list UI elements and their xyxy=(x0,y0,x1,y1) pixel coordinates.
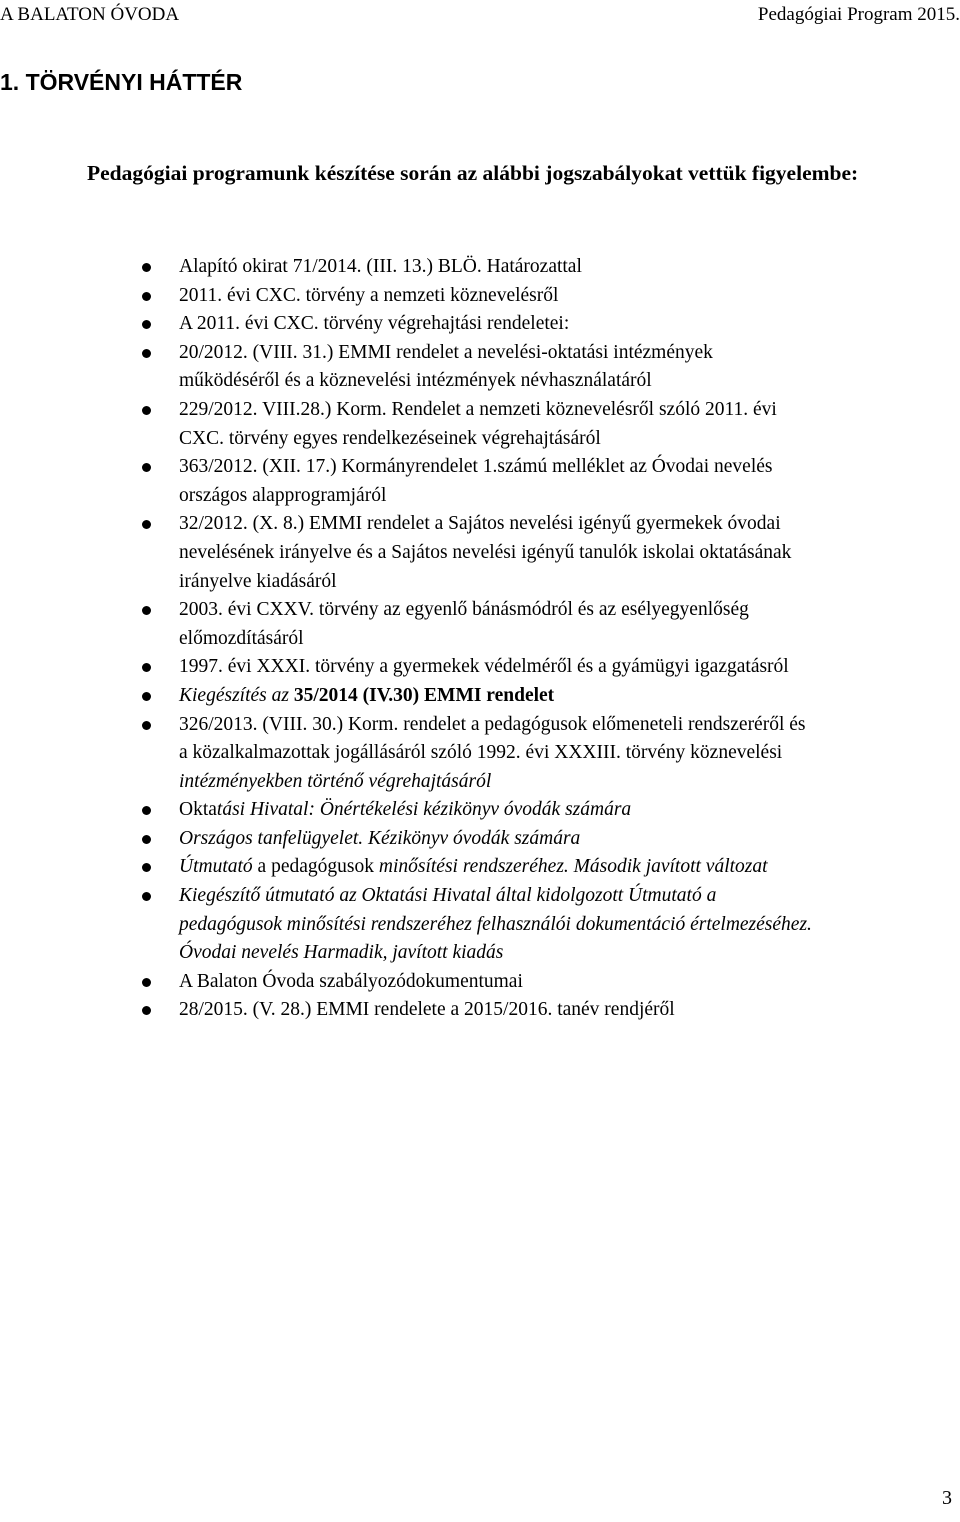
list-item xyxy=(0,596,939,653)
list-item-text-italic-2: minősítési rendszeréhez. Második javított változat xyxy=(378,856,768,878)
list-item-text-italic: Kiegészítő útmutató az Oktatási Hivatal által kidolgozott Útmutató a pedagógusok minősítési rendszeréhez felhasználói dokumentáció értelmezéséhez. Óvodai nevelés Harmadik, javított kiadás xyxy=(179,885,812,964)
list-item-text: 2003. évi CXXV. törvény az egyenlő bánásmódról és az esélyegyenlőség előmozdításáról xyxy=(179,599,749,649)
bullet-icon xyxy=(142,721,151,730)
list-item-text: 363/2012. (XII. 17.) Kormányrendelet 1.számú melléklet az Óvodai nevelés országos alapprogramjáról xyxy=(179,456,773,506)
list-item xyxy=(0,282,939,311)
legislation-list xyxy=(0,253,960,1025)
bullet-icon xyxy=(142,320,151,329)
list-item xyxy=(0,253,939,282)
header-document-title: Pedagógiai Program 2015. xyxy=(757,4,960,25)
list-item xyxy=(0,339,939,396)
bullet-icon xyxy=(142,892,151,901)
bullet-icon xyxy=(142,806,151,815)
list-item-text-italic: Kiegészítés az xyxy=(179,684,294,706)
bullet-icon xyxy=(142,692,151,701)
header-school-name: A BALATON ÓVODA xyxy=(0,4,180,25)
list-item xyxy=(0,796,939,825)
bullet-icon xyxy=(142,1006,151,1015)
list-item xyxy=(0,453,939,510)
list-item-text: a pedagógusok xyxy=(252,856,379,878)
bullet-icon xyxy=(142,349,151,358)
list-item xyxy=(0,968,939,997)
intro-sentence: Pedagógiai programunk készítése során az alábbi jogszabályokat vettük figyelembe: xyxy=(87,161,859,185)
bullet-icon xyxy=(142,520,151,529)
list-item-text: A 2011. évi CXC. törvény végrehajtási rendeletei: xyxy=(179,313,570,335)
bullet-icon xyxy=(142,263,151,272)
list-item xyxy=(0,682,939,711)
bullet-icon xyxy=(142,606,151,615)
list-item xyxy=(0,653,939,682)
list-item xyxy=(0,853,939,882)
bullet-icon xyxy=(142,406,151,415)
list-item xyxy=(0,510,939,596)
page-number: 3 xyxy=(942,1487,952,1509)
list-item xyxy=(0,882,939,968)
list-item-text: 20/2012. (VIII. 31.) EMMI rendelet a nevelési-oktatási intézmények működéséről és a köznevelési intézmények névhasználatáról xyxy=(179,341,713,392)
list-item-text: 229/2012. VIII.28.) Korm. Rendelet a nemzeti köznevelésről szóló 2011. évi CXC. törvény egyes rendelkezéseinek végrehajtásáról xyxy=(179,398,777,449)
list-item xyxy=(0,396,939,453)
bullet-icon xyxy=(142,663,151,672)
bullet-icon xyxy=(142,863,151,872)
list-item-text-bold: 35/2014 (IV.30) EMMI rendelet xyxy=(293,684,555,706)
list-item xyxy=(0,711,939,797)
list-item-text: 326/2013. (VIII. 30.) Korm. rendelet a pedagógusok előmeneteli rendszeréről és a közalkalmazottak jogállásáról szóló 1992. évi XXXIII. törvény köznevelési xyxy=(179,713,806,764)
list-item xyxy=(0,310,939,339)
bullet-icon xyxy=(142,463,151,472)
list-item xyxy=(0,996,939,1025)
bullet-icon xyxy=(142,978,151,987)
list-item-text: A Balaton Óvoda szabályozódokumentumai xyxy=(179,970,523,992)
list-item-text-italic: Országos tanfelügyelet. Kézikönyv óvodák számára xyxy=(179,827,581,849)
list-item-text-italic: intézményekben történő végrehajtásáról xyxy=(179,770,492,792)
list-item-text: Alapító okirat 71/2014. (III. 13.) BLÖ. Határozattal xyxy=(179,256,582,277)
list-item-text: 32/2012. (X. 8.) EMMI rendelet a Sajátos nevelési igényű gyermekek óvodai nevelésének irányelve és a Sajátos nevelési igényű tanulók iskolai oktatásának irányelve kiadásáról xyxy=(179,513,792,592)
list-item-text-italic: Útmutató xyxy=(179,856,253,878)
list-item-text: Okta xyxy=(179,799,217,821)
list-item-text-italic: tási Hivatal: Önértékelési kézikönyv óvodák számára xyxy=(216,799,632,821)
bullet-icon xyxy=(142,835,151,844)
list-item-text: 2011. évi CXC. törvény a nemzeti köznevelésről xyxy=(179,284,559,306)
list-item-text: 28/2015. (V. 28.) EMMI rendelete a 2015/2016. tanév rendjéről xyxy=(179,999,675,1021)
list-item-text: 1997. évi XXXI. törvény a gyermekek védelméről és a gyámügyi igazgatásról xyxy=(179,656,789,678)
list-item xyxy=(0,825,939,854)
bullet-icon xyxy=(142,292,151,301)
section-title: 1. TÖRVÉNYI HÁTTÉR xyxy=(0,69,243,95)
